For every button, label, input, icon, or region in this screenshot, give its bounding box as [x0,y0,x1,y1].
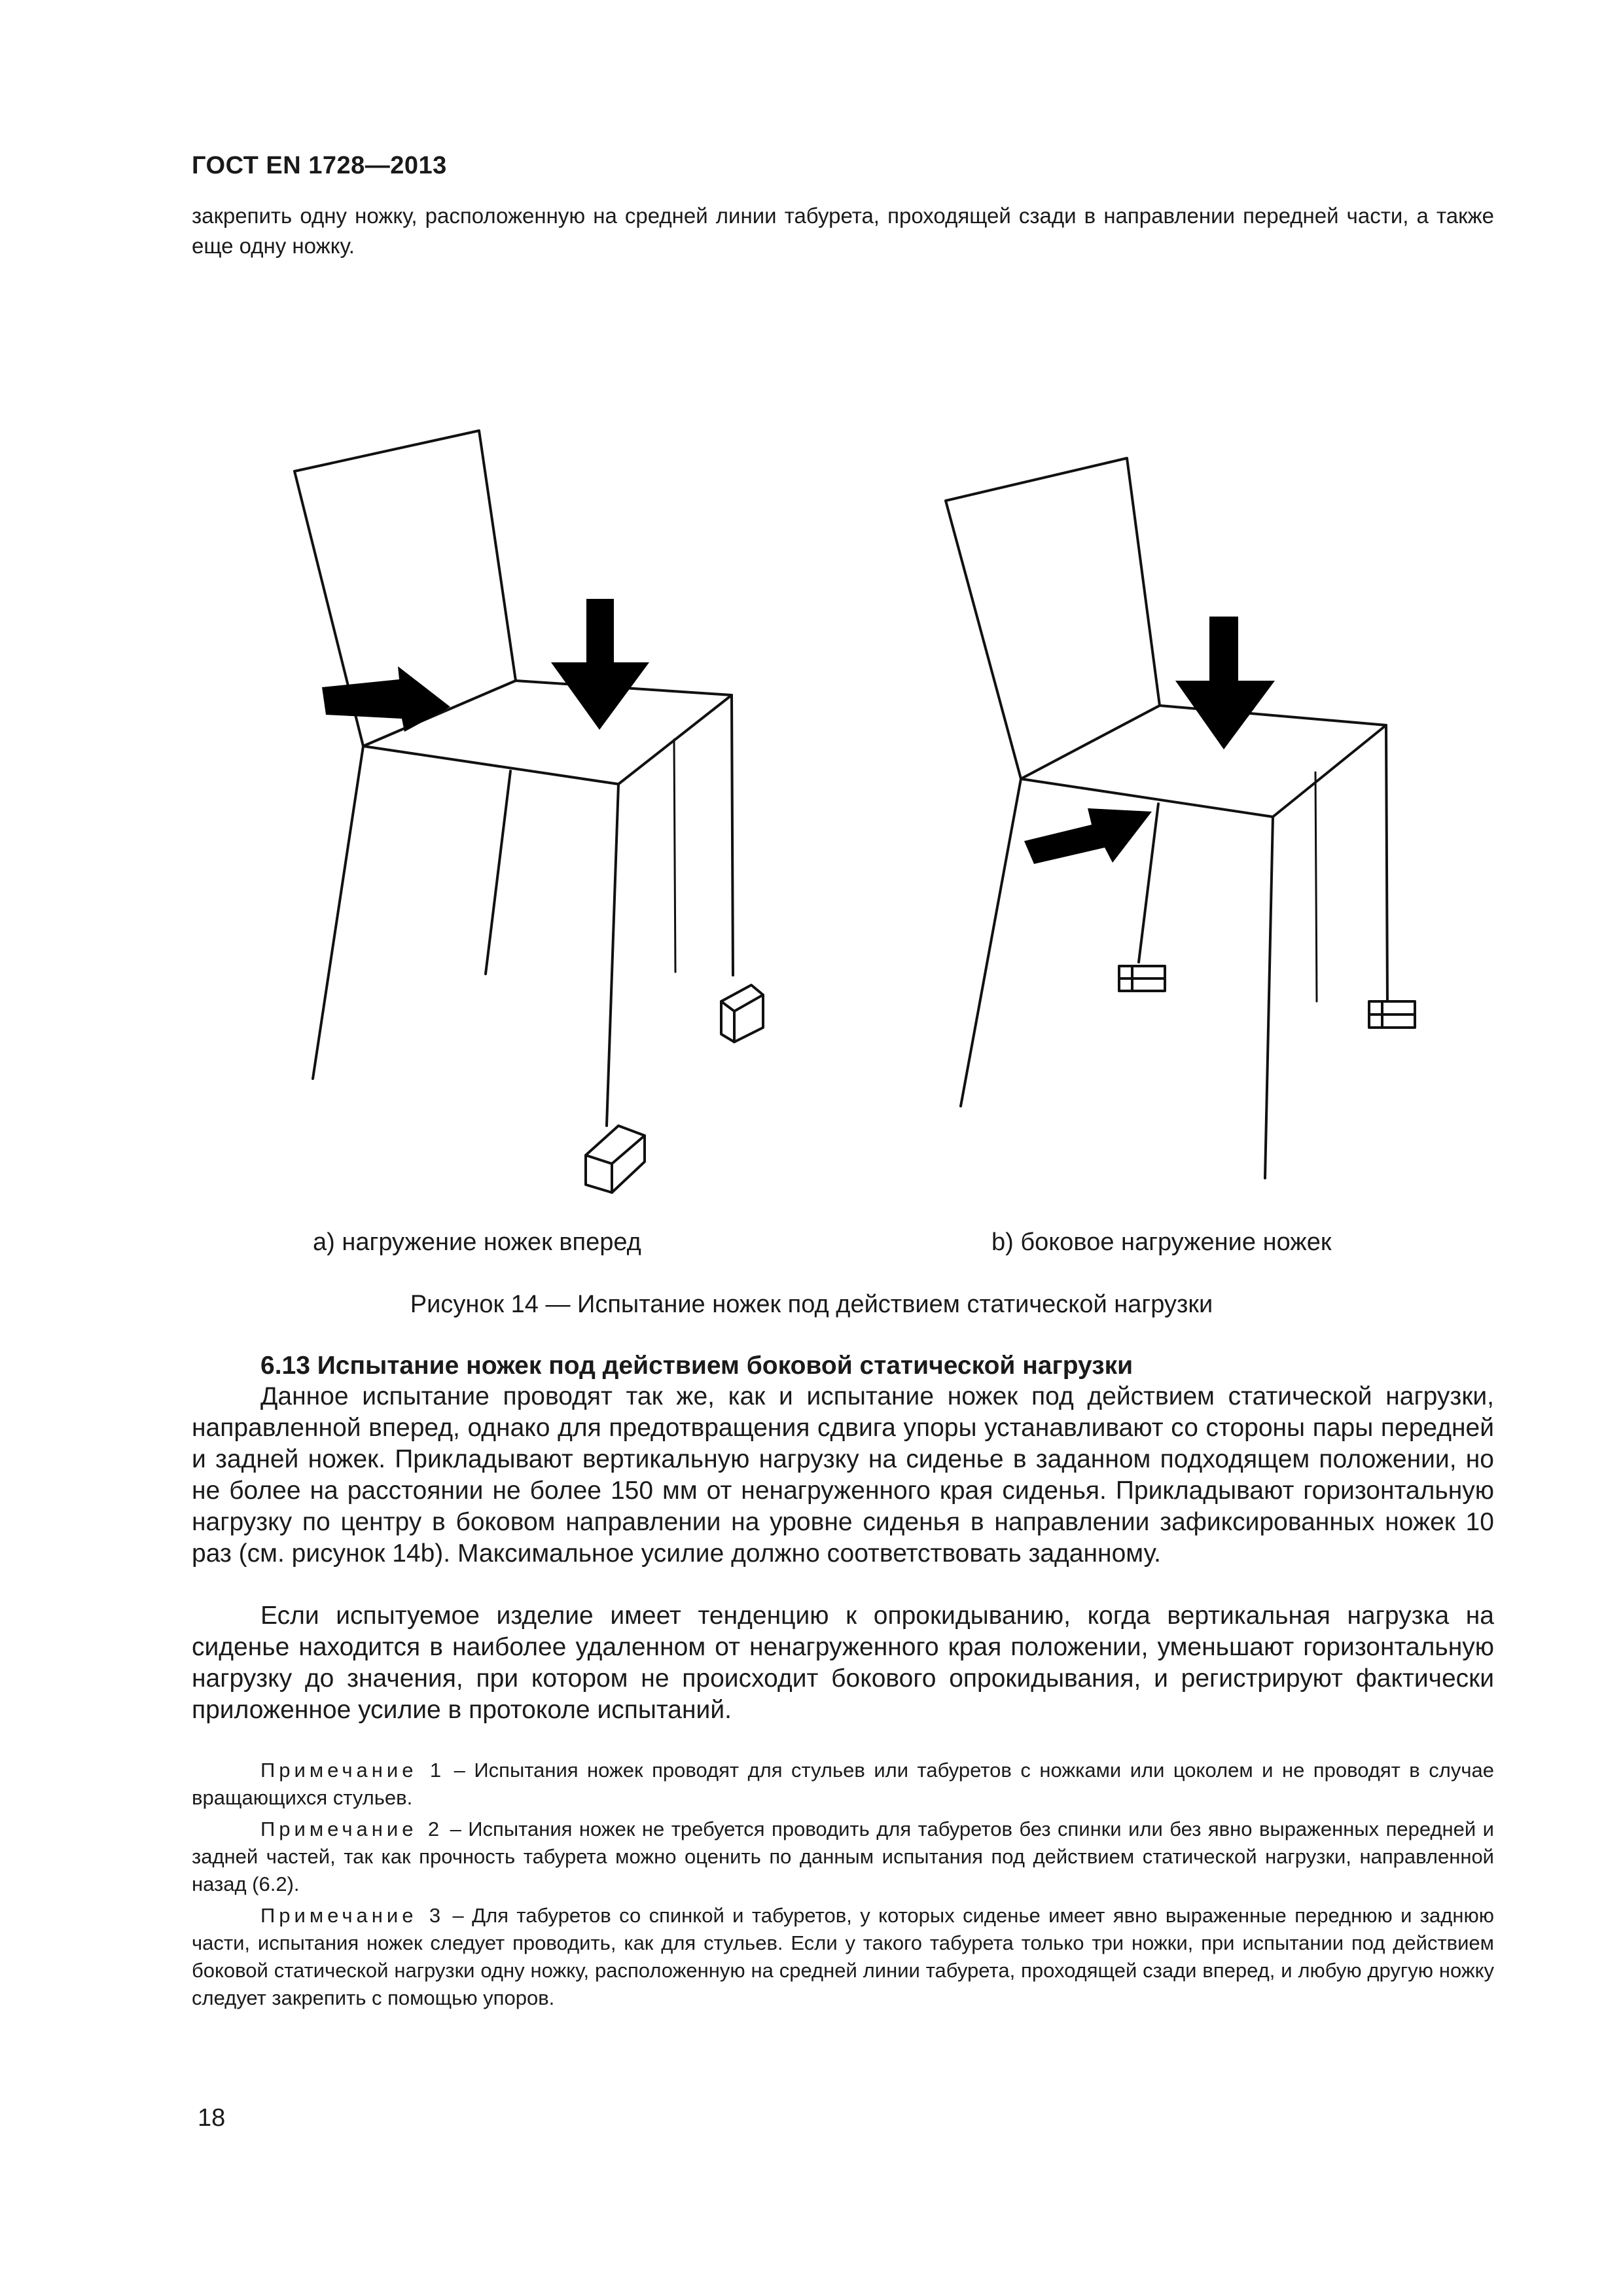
note-2-label: Примечание 2 [260,1818,444,1840]
chair-b-drawing [946,458,1387,1178]
note-1-text: – Испытания ножек проводят для стульев или табуретов с ножками или цоколем и не проводят в случае вращающихся стульев. [192,1759,1494,1809]
figure-caption-b: b) боковое нагружение ножек [991,1229,1332,1256]
note-3-label: Примечание 3 [260,1904,445,1927]
note-3-text: – Для табуретов со спинкой и табуретов, у которых сиденье имеет явно выраженные переднюю и заднюю части, испытания ножек следует проводить, как для стульев. Если у такого табурета только три ножки, при испытании под действием боковой статической нагрузки одну ножку, расположенную на средней линии табурета, проходящей сзади вперед, и любую другую ножку следует закрепить с помощью упоров. [192,1904,1494,2009]
note-2-text: – Испытания ножек не требуется проводить для табуретов без спинки или без явно выраженных передней и задней частей, так как прочность табурета можно оценить по данным испытания под действием статической нагрузки, направленной назад (6.2). [192,1818,1494,1895]
note-1-label: Примечание 1 [260,1759,446,1782]
chair-a-stop-blocks [586,985,763,1193]
section-heading: 6.13 Испытание ножек под действием боковой статической нагрузки [260,1352,1133,1380]
chair-b-stop-blocks [1119,966,1415,1028]
document-header: ГОСТ EN 1728—2013 [192,152,447,179]
note-1 [192,1757,1494,1812]
note-3 [192,1902,1494,2012]
chair-b-horizontal-load-arrow [1024,808,1152,864]
section-paragraph-1: Данное испытание проводят так же, как и испытание ножек под действием статической нагрузки, направленной вперед, однако для предотвращения сдвига упоры устанавливают со стороны пары передней и задней ножек. Прикладывают вертикальную нагрузку на сиденье в заданном подходящем положении, но не более на расстоянии не более 150 мм от ненагруженного края сиденья. Прикладывают горизонтальную нагрузку по центру в боковом направлении на уровне сиденья в направлении зафиксированных ножек 10 раз (см. рисунок 14b). Максимальное усилие должно соответствовать заданному. [192,1382,1494,1568]
page-number: 18 [198,2104,226,2132]
figure-caption-a: а) нагружение ножек вперед [313,1229,641,1256]
section-paragraph-2: Если испытуемое изделие имеет тенденцию к опрокидыванию, когда вертикальная нагрузка на сиденье находится в наиболее удаленном от ненагруженного края положении, уменьшают горизонтальную нагрузку до значения, при котором не происходит бокового опрокидывания, и регистрируют фактически приложенное усилие в протоколе испытаний. [192,1602,1494,1724]
intro-paragraph: закрепить одну ножку, расположенную на средней линии табурета, проходящей сзади в направлении передней части, а также еще одну ножку. [192,204,1494,258]
chair-a-drawing [294,431,733,1126]
note-2 [192,1816,1494,1898]
figure-title: Рисунок 14 — Испытание ножек под действием статической нагрузки [410,1291,1213,1318]
